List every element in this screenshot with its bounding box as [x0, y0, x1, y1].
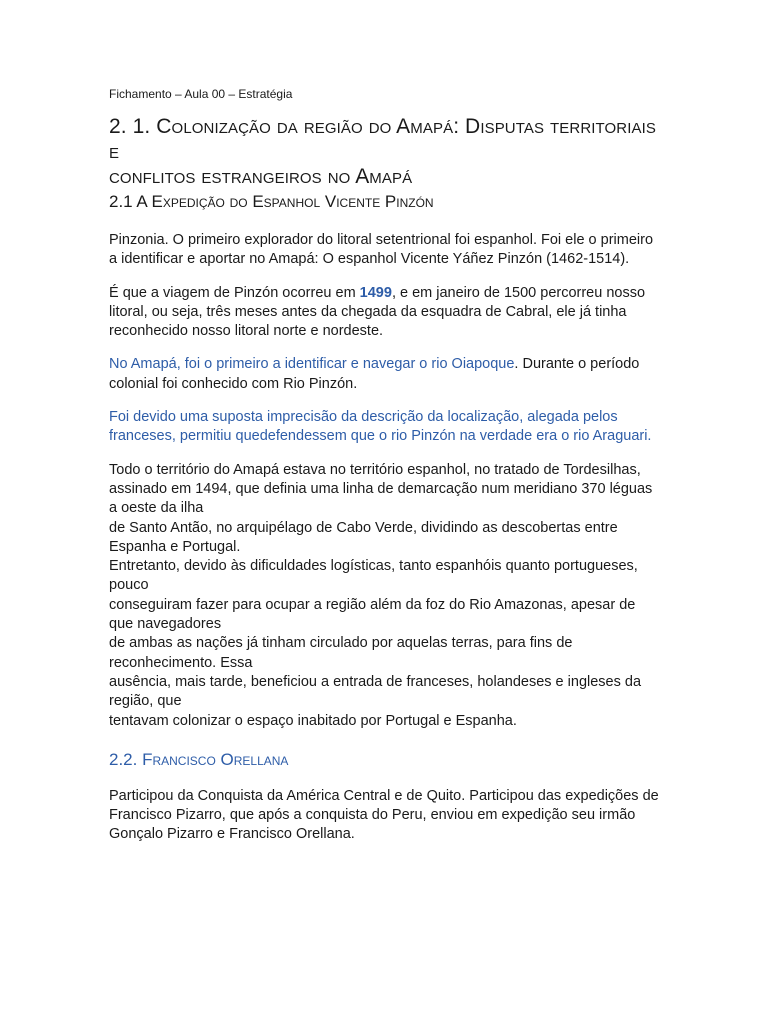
tordesilhas-line: Entretanto, devido às dificuldades logísticas, tanto espanhóis quanto portugueses, pouco — [109, 558, 638, 594]
main-title-line-2: conflitos estrangeiros no Amapá — [109, 165, 413, 188]
tordesilhas-line: ausência, mais tarde, beneficiou a entrada de franceses, holandeses e ingleses da região, que — [109, 673, 642, 710]
document-header: Fichamento – Aula 00 – Estratégia — [109, 87, 293, 101]
section-1-title: 2.1 A Expedição do Espanhol Vicente Pinzón — [109, 192, 434, 211]
tordesilhas-line: de Santo Antão, no arquipélago de Cabo Verde, dividindo as descobertas entre Espanha e Portugal. — [109, 519, 618, 555]
paragraph-pinzonia: Pinzonia. O primeiro explorador do litoral setentrional foi espanhol. Foi ele o primeiro a identificar e aportar no Amapá: O espanhol Vicente Yáñez Pinzón (1462-1514). — [109, 232, 654, 268]
paragraph-voyage-end: , e em janeiro de 1500 percorreu nosso litoral, ou seja, três meses antes da chegada da esquadra de Cabral, ele já tinha reconhecido nosso litoral norte e nordeste. — [109, 284, 646, 340]
tordesilhas-line: Todo o território do Amapá estava no território espanhol, no tratado de Tordesilhas, — [109, 461, 641, 478]
paragraph-voyage — [109, 284, 661, 342]
main-title-line-1: 2. 1. Colonização da região do Amapá: Disputas territoriais e — [109, 115, 656, 163]
document-content — [109, 86, 661, 859]
paragraph-voyage-start: É que a viagem de Pinzón ocorreu em — [109, 284, 360, 301]
year-highlight: 1499 — [359, 284, 392, 301]
tordesilhas-line: de ambas as nações já tinham circulado por aquelas terras, para fins de reconhecimento. Essa — [109, 635, 573, 671]
paragraph-araguari: Foi devido uma suposta imprecisão da descrição da localização, alegada pelos franceses, permitiu quedefendessem que o rio Pinzón na verdade era o rio Araguari. — [109, 409, 652, 445]
tordesilhas-line: tentavam colonizar o espaço inabitado por Portugal e Espanha. — [109, 712, 517, 729]
paragraph-orellana: Participou da Conquista da América Central e de Quito. Participou das expedições de Francisco Pizarro, que após a conquista do Peru, enviou em expedição seu irmão Gonçalo Pizarro e Francisco Orellana. — [109, 787, 659, 843]
paragraph-tordesilhas — [109, 461, 661, 731]
paragraph-oiapoque — [109, 355, 661, 394]
oiapoque-highlight: No Amapá, foi o primeiro a identificar e navegar o rio Oiapoque — [109, 356, 515, 373]
tordesilhas-line: assinado em 1494, que definia uma linha de demarcação num meridiano 370 léguas a oeste da ilha — [109, 480, 653, 517]
paragraph-oiapoque-rest: . Durante o período colonial foi conhecido com Rio Pinzón. — [109, 356, 640, 392]
tordesilhas-line: conseguiram fazer para ocupar a região além da foz do Rio Amazonas, apesar de que navegadores — [109, 596, 636, 633]
section-2-title: 2.2. Francisco Orellana — [109, 749, 289, 769]
main-title — [109, 114, 661, 189]
